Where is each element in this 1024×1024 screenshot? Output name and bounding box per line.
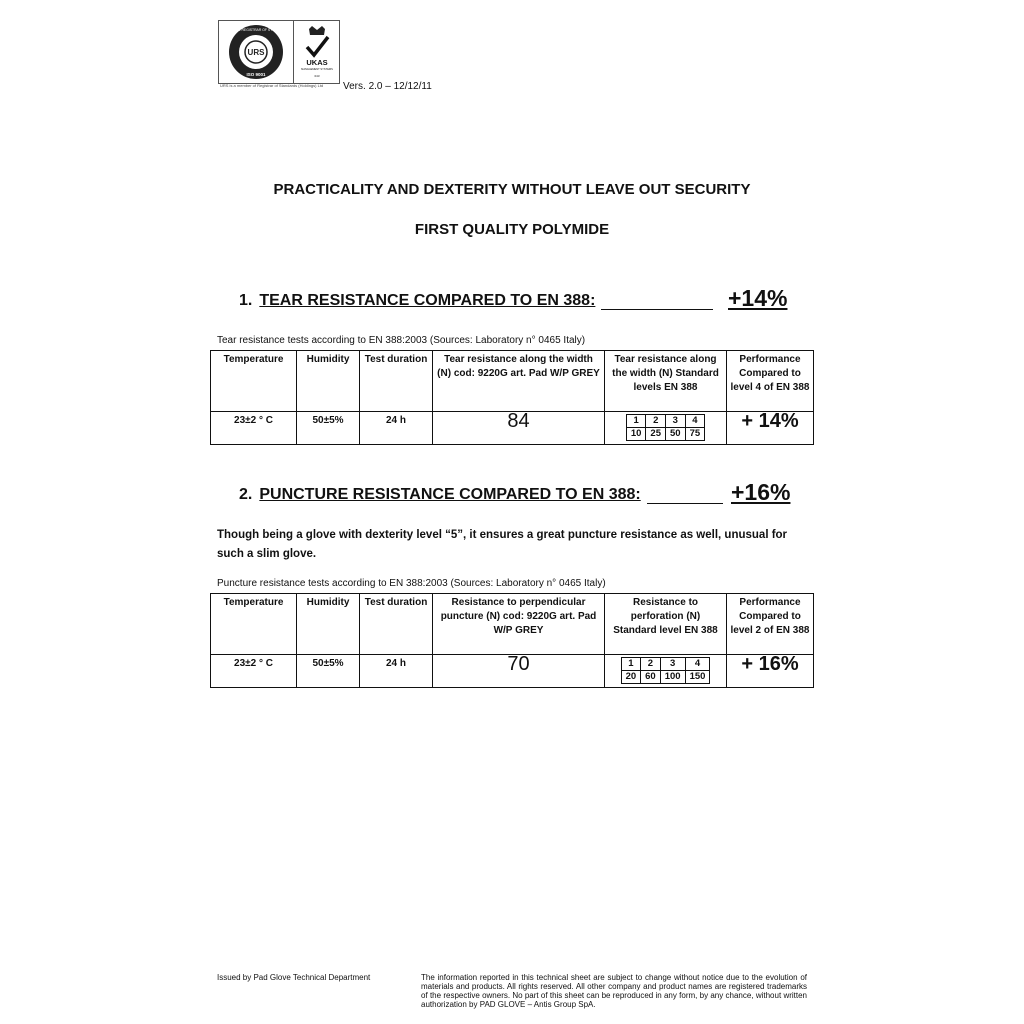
- cell-value: 70: [433, 655, 605, 688]
- cell-performance: + 14%: [727, 412, 814, 445]
- header-puncture-resistance: Resistance to perpendicular puncture (N) cod: 9220G art. Pad W/P GREY: [433, 594, 605, 655]
- cell-performance: + 16%: [727, 655, 814, 688]
- section1-heading: [239, 292, 713, 310]
- level-label: 4: [685, 415, 705, 428]
- level-value: 150: [685, 671, 710, 684]
- cell-levels: [605, 412, 727, 445]
- ukas-code: 043: [313, 74, 320, 78]
- section1-title: TEAR RESISTANCE COMPARED TO EN 388:: [259, 292, 596, 309]
- header-standard-level: Resistance to perforation (N) Standard level EN 388: [605, 594, 727, 655]
- header-test-duration: Test duration: [360, 594, 433, 655]
- header-standard-levels: Tear resistance along the width (N) Standard levels EN 388: [605, 351, 727, 412]
- header-humidity: Humidity: [297, 594, 360, 655]
- urs-logo-text: URS: [247, 48, 265, 57]
- section2-number: 2.: [239, 486, 253, 503]
- level-label: 4: [685, 658, 710, 671]
- cell-humidity: 50±5%: [297, 655, 360, 688]
- section1-caption: Tear resistance tests according to EN 388:2003 (Sources: Laboratory n° 0465 Italy): [217, 335, 586, 346]
- level-label: 1: [626, 415, 646, 428]
- tear-resistance-table: [210, 350, 814, 445]
- document-subtitle: FIRST QUALITY POLYMIDE: [414, 221, 610, 238]
- urs-seal-icon: [226, 23, 286, 81]
- ukas-logo-text: UKAS: [305, 58, 328, 67]
- cell-humidity: 50±5%: [297, 412, 360, 445]
- header-temperature: Temperature: [211, 594, 297, 655]
- cell-levels: [605, 655, 727, 688]
- urs-iso-text: ISO 9001: [246, 72, 266, 77]
- issued-by: Issued by Pad Glove Technical Department: [217, 973, 371, 982]
- levels-row: [621, 658, 710, 671]
- cell-value: 84: [433, 412, 605, 445]
- cell-temperature: 23±2 ° C: [211, 655, 297, 688]
- level-value: 60: [641, 671, 661, 684]
- section1-percent: +14%: [728, 285, 788, 311]
- urs-logo: [219, 21, 294, 83]
- urs-ring-text: UNITED REGISTRAR OF SYSTEMS: [227, 28, 285, 32]
- section1-underline: [601, 295, 713, 310]
- header-performance: Performance Compared to level 4 of EN 388: [727, 351, 814, 412]
- levels-table: [621, 657, 711, 684]
- level-values-row: [626, 428, 704, 441]
- level-value: 10: [626, 428, 646, 441]
- ukas-logo: [294, 21, 339, 83]
- level-label: 3: [666, 415, 686, 428]
- level-value: 100: [660, 671, 685, 684]
- table-row: [211, 655, 814, 688]
- puncture-resistance-table: [210, 593, 814, 688]
- section2-percent: +16%: [731, 479, 791, 505]
- cell-temperature: 23±2 ° C: [211, 412, 297, 445]
- table-header-row: [211, 594, 814, 655]
- ukas-sub-text: MANAGEMENT SYSTEMS: [300, 68, 333, 71]
- level-value: 20: [621, 671, 641, 684]
- section2-heading: [239, 486, 723, 504]
- section2-caption: Puncture resistance tests according to EN 388:2003 (Sources: Laboratory n° 0465 Italy): [217, 578, 606, 589]
- level-label: 1: [621, 658, 641, 671]
- levels-table: [626, 414, 705, 441]
- logo-caption: URS is a member of Registrar of Standards (Holdings) Ltd: [220, 83, 324, 88]
- document-title: PRACTICALITY AND DEXTERITY WITHOUT LEAVE OUT SECURITY: [273, 181, 751, 198]
- header-humidity: Humidity: [297, 351, 360, 412]
- level-label: 2: [641, 658, 661, 671]
- table-header-row: [211, 351, 814, 412]
- level-values-row: [621, 671, 710, 684]
- certification-logos: [218, 20, 340, 84]
- section2-title: PUNCTURE RESISTANCE COMPARED TO EN 388:: [259, 486, 641, 503]
- header-performance: Performance Compared to level 2 of EN 388: [727, 594, 814, 655]
- level-value: 25: [646, 428, 666, 441]
- table-row: [211, 412, 814, 445]
- version-label: Vers. 2.0 – 12/12/11: [343, 81, 432, 92]
- level-label: 2: [646, 415, 666, 428]
- header-test-duration: Test duration: [360, 351, 433, 412]
- header-tear-resistance: Tear resistance along the width (N) cod: 9220G art. Pad W/P GREY: [433, 351, 605, 412]
- section1-number: 1.: [239, 292, 253, 309]
- level-label: 3: [660, 658, 685, 671]
- ukas-crown-icon: [297, 23, 337, 81]
- header-temperature: Temperature: [211, 351, 297, 412]
- level-value: 75: [685, 428, 705, 441]
- level-value: 50: [666, 428, 686, 441]
- levels-row: [626, 415, 704, 428]
- section2-paragraph: Though being a glove with dexterity level “5”, it ensures a great puncture resistance as well, unusual for such a slim glove.: [217, 529, 788, 560]
- disclaimer: The information reported in this technical sheet are subject to change without notice due to the evolution of materials and products. All rights reserved. All other company and product names are registered trademarks of the respective owners. No part of this sheet can be reproduced in any form, by any chance, without written authorization by PAD GLOVE – Antis Group SpA.: [421, 973, 807, 1009]
- cell-duration: 24 h: [360, 412, 433, 445]
- section2-underline: [647, 489, 723, 504]
- cell-duration: 24 h: [360, 655, 433, 688]
